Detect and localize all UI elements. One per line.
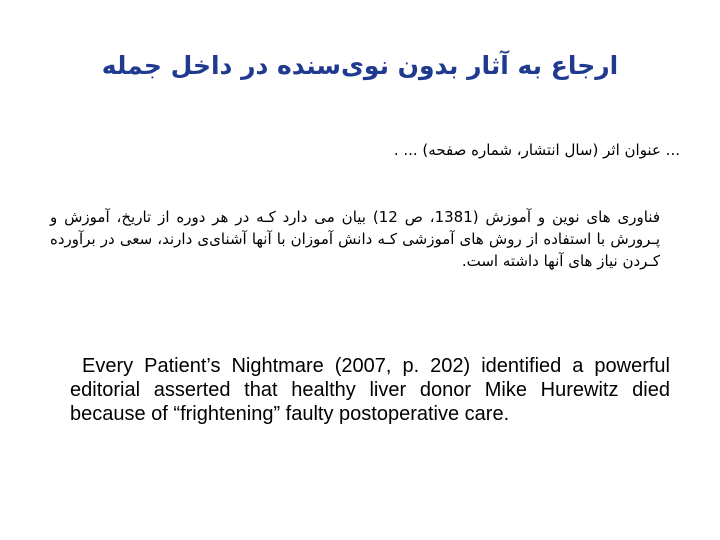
persian-example-paragraph: فناوری های نوین و آموزش (1381، ص 12) بیان می دارد کـه در هر دوره از تاریخ، آموزش و پـرورش با استفاده از روش های آموزشی کـه دانش آموزان با آنها آشنای‌ی دارند، سعی در برآورده کـردن نیاز های آنها داشته است. (50, 208, 660, 270)
english-example-paragraph: Every Patient’s Nightmare (2007, p. 202) identified a powerful editorial asserted that healthy liver donor Mike Hurewitz died because of “frightening” faulty postoperative care. (70, 355, 670, 425)
slide-title: ارجاع به آثار بدون نوی‌سنده در داخل جمله (101, 51, 619, 80)
citation-format-line: ... عنوان اثر (سال انتشار، شماره صفحه) ... . (393, 141, 680, 159)
